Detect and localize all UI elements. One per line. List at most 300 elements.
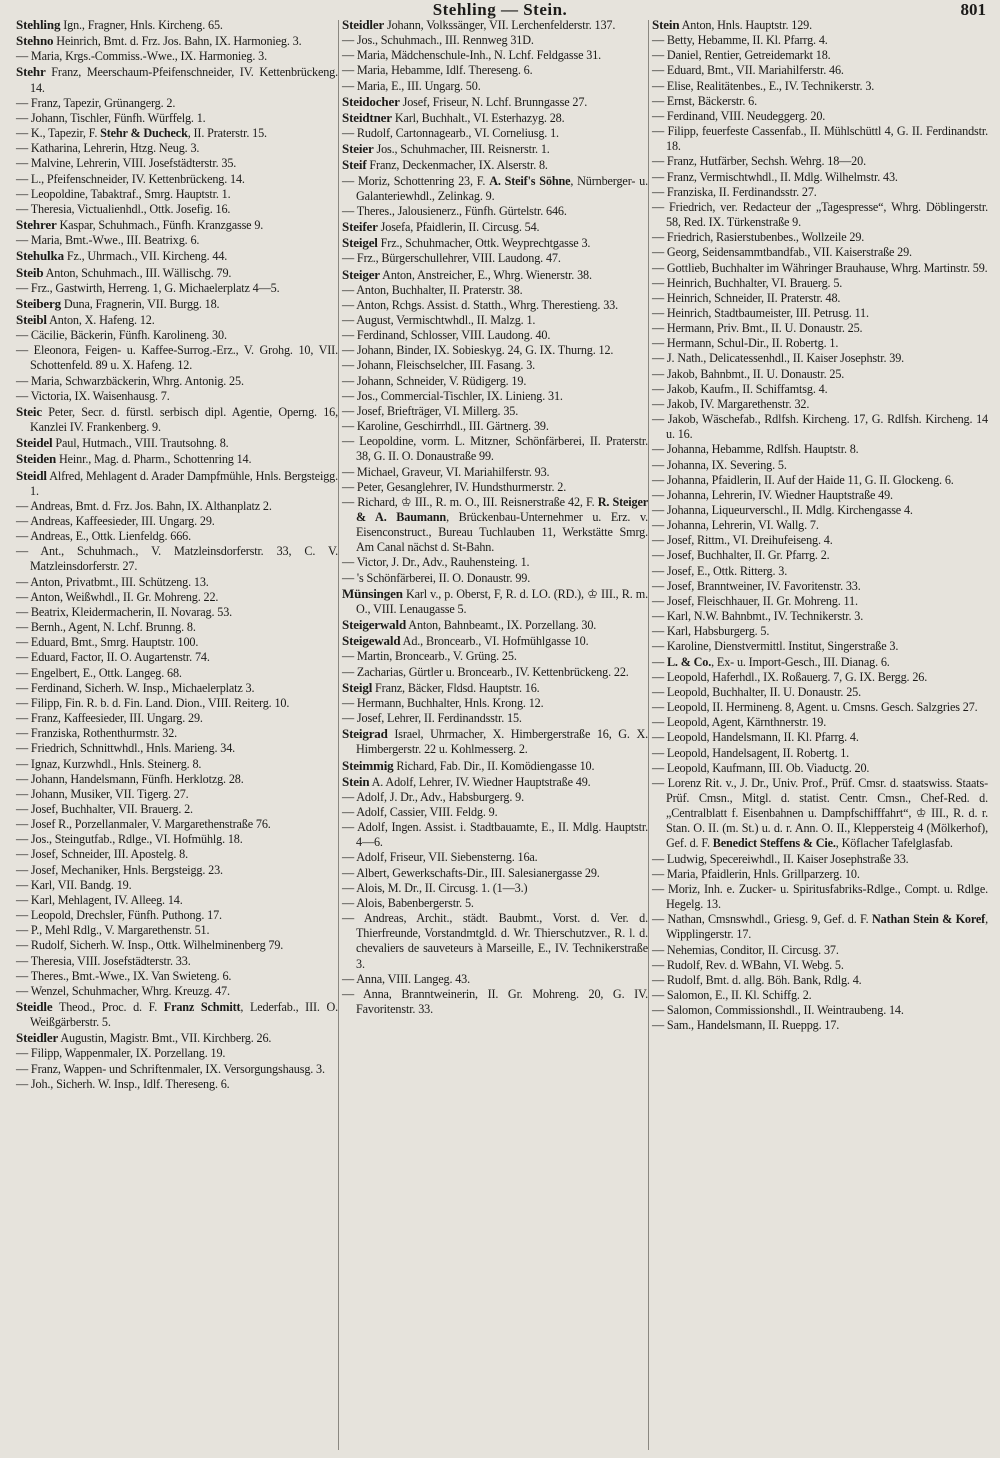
entry-text: — Elise, Realitätenbes., E., IV. Technikerstr. 3.: [652, 78, 875, 93]
entry-text: — Andreas, Bmt. d. Frz. Jos. Bahn, IX. Althanplatz 2.: [16, 498, 272, 513]
directory-entry: [16, 635, 338, 650]
directory-entry: [16, 847, 338, 862]
entry-text: — Beatrix, Kleidermacherin, II. Novarag. 53.: [16, 604, 233, 619]
directory-entry: [342, 617, 648, 633]
entry-text: — Ferdinand, Schlosser, VIII. Laudong. 40.: [342, 328, 551, 343]
directory-entry: [652, 730, 988, 745]
directory-entry: [16, 499, 338, 514]
entry-text: — Malvine, Lehrerin, VIII. Josefstädterstr. 35.: [16, 156, 237, 171]
entry-text: — Zacharias, Gürtler u. Broncearb., IV. Kettenbrückeng. 22.: [342, 664, 629, 679]
directory-entry: [342, 896, 648, 911]
directory-entry: [16, 435, 338, 451]
entry-text: — Josef, Fleischhauer, II. Gr. Mohreng. 11.: [652, 593, 858, 608]
directory-entry: [652, 746, 988, 761]
directory-entry: [16, 999, 338, 1030]
directory-entry: [652, 867, 988, 882]
directory-entry: [652, 852, 988, 867]
directory-entry: [342, 251, 648, 266]
entry-text: Ign., Fragner, Hnls. Kircheng. 65.: [60, 18, 223, 32]
directory-entry: [652, 609, 988, 624]
directory-entry: [16, 202, 338, 217]
entry-text: — Johanna, Lehrerin, VI. Wallg. 7.: [652, 518, 819, 533]
directory-entry: [16, 248, 338, 264]
entry-text: — Alois, M. Dr., II. Circusg. 1. (1—3.): [342, 880, 528, 895]
directory-entry: [16, 33, 338, 49]
directory-entry: [652, 109, 988, 124]
directory-entry: [342, 374, 648, 389]
entry-text: — Engelbert, E., Ottk. Langeg. 68.: [16, 665, 182, 680]
entry-text: — Leopoldine, Tabaktraf., Smrg. Hauptstr. 1.: [16, 186, 231, 201]
directory-entry: [16, 757, 338, 772]
directory-entry: [652, 670, 988, 685]
directory-entry: [16, 233, 338, 248]
entry-text: — Moriz, Inh. e. Zucker- u. Spiritusfabriks-Rdlge., Compt. u. Rdlge. Hegelg. 13.: [652, 881, 988, 912]
entry-text: — Anton, Privatbmt., III. Schützeng. 13.: [16, 574, 209, 589]
entry-surname: Steic: [16, 403, 42, 419]
directory-entry: [342, 141, 648, 157]
entry-surname: Steiger: [342, 266, 380, 282]
entry-text-continued: , Köflacher Tafelglasfab.: [835, 836, 953, 851]
directory-entry: [652, 321, 988, 336]
entry-text: — Johanna, Hebamme, Rdlfsh. Hauptstr. 8.: [652, 442, 859, 457]
entry-text: — Jakob, IV. Margarethenstr. 32.: [652, 396, 810, 411]
directory-entry: [342, 126, 648, 141]
entry-surname: Steidl: [16, 467, 47, 483]
entry-text: — Friedrich, Schnittwhdl., Hnls. Marieng. 34.: [16, 741, 236, 756]
entry-surname: Stein: [652, 17, 680, 32]
directory-entry: [16, 49, 338, 64]
entry-text: — Johanna, Lehrerin, IV. Wiedner Hauptstraße 49.: [652, 487, 893, 502]
directory-entry: [652, 458, 988, 473]
directory-entry: [16, 468, 338, 499]
entry-text: — Franz, Wappen- und Schriftenmaler, IX. Versorgungshausg. 3.: [16, 1061, 325, 1076]
entry-text: — August, Vermischtwhdl., II. Malzg. 1.: [342, 312, 536, 327]
entry-text: — Daniel, Rentier, Getreidemarkt 18.: [652, 48, 831, 63]
entry-text: Anton, Anstreicher, E., Whrg. Wienerstr. 38.: [379, 267, 592, 282]
entry-text: — Filipp, Wappenmaler, IX. Porzellang. 19.: [16, 1046, 226, 1061]
entry-firm-name: Stehr & Ducheck: [100, 126, 188, 141]
directory-entry: [652, 564, 988, 579]
entry-text: — Ignaz, Kurzwhdl., Hnls. Steinerg. 8.: [16, 756, 202, 771]
entry-surname: Stehno: [16, 33, 54, 49]
entry-text: — Karl, N.W. Bahnbmt., IV. Technikerstr. 3.: [652, 609, 864, 624]
directory-entry: [16, 64, 338, 95]
entry-text: Heinrich, Bmt. d. Frz. Jos. Bahn, IX. Harmonieg. 3.: [53, 34, 302, 49]
entry-surname: Münsingen: [342, 585, 403, 601]
directory-column-3: [652, 17, 988, 1033]
directory-entry: [342, 774, 648, 790]
directory-entry: [342, 434, 648, 464]
directory-entry: [342, 419, 648, 434]
directory-entry: [16, 111, 338, 126]
entry-text: Karl v., p. Oberst, F, R. d. LO. (RD.), ♔ III., R. m. O., VIII. Lenaugasse 5.: [356, 586, 648, 616]
entry-text: — Frz., Bürgerschullehrer, VIII. Laudong. 47.: [342, 251, 561, 266]
directory-entry: [652, 94, 988, 109]
entry-text: — 's Schönfärberei, II. O. Donaustr. 99.: [342, 570, 531, 585]
directory-entry: [342, 866, 648, 881]
entry-text: Ad., Broncearb., VI. Hofmühlgasse 10.: [400, 634, 589, 649]
entry-text: — Anton, Weißwhdl., II. Gr. Mohreng. 22.: [16, 589, 219, 604]
entry-text: — Adolf, Ingen. Assist. i. Stadtbauamte, E., II. Mdlg. Hauptstr. 4—6.: [342, 820, 648, 850]
entry-firm-name: A. Steif's Söhne: [489, 173, 571, 188]
entry-text: — Franz, Kaffeesieder, III. Ungarg. 29.: [16, 711, 203, 726]
directory-entry: [16, 312, 338, 328]
entry-text: — Johanna, Pfaidlerin, II. Auf der Haide 11, G. II. Glockeng. 6.: [652, 472, 954, 487]
directory-entry: [652, 442, 988, 457]
entry-text: Johann, Volkssänger, VII. Lerchenfelderstr. 137.: [384, 18, 616, 32]
directory-entry: [16, 404, 338, 435]
entry-text: — Georg, Seidensammtbandfab., VII. Kaiserstraße 29.: [652, 245, 912, 260]
directory-entry: [652, 882, 988, 912]
directory-column-2: [342, 17, 648, 1017]
entry-text-continued: , Wipplingerstr. 17.: [666, 912, 988, 942]
directory-entry: [652, 715, 988, 730]
entry-text: — Jos., Steingutfab., Rdlge., VI. Hofmühlg. 18.: [16, 832, 243, 847]
directory-entry: [652, 33, 988, 48]
entry-surname: Steigl: [342, 679, 373, 695]
directory-entry: [342, 110, 648, 126]
directory-entry: [342, 726, 648, 757]
directory-entry: [16, 863, 338, 878]
entry-text: — Eduard, Bmt., VII. Mariahilferstr. 46.: [652, 63, 844, 78]
directory-entry: [342, 805, 648, 820]
directory-entry: [16, 265, 338, 281]
entry-surname: Steigewald: [342, 633, 401, 649]
entry-text: — Friedrich, Rasierstubenbes., Wollzeile 29.: [652, 230, 865, 245]
directory-entry: [342, 267, 648, 283]
directory-entry: [652, 48, 988, 63]
directory-entry: [16, 217, 338, 233]
directory-entry: [16, 96, 338, 111]
entry-text: — P., Mehl Rdlg., V. Margarethenstr. 51.: [16, 923, 210, 938]
directory-entry: [16, 711, 338, 726]
directory-entry: [16, 969, 338, 984]
entry-text: — Franz, Hutfärber, Sechsh. Wehrg. 18—20.: [652, 154, 866, 169]
entry-text: — Leopold, Handelsmann, II. Kl. Pfarrg. 4.: [652, 730, 859, 745]
directory-entry: [342, 313, 648, 328]
directory-entry: [16, 908, 338, 923]
entry-text: — Martin, Broncearb., V. Grüng. 25.: [342, 649, 517, 664]
directory-entry: [342, 63, 648, 78]
directory-entry: [652, 382, 988, 397]
entry-text-continued: , Brückenbau-Unternehmer u. Erz. v. Eisenconstruct., Bureau Tuchlauben 11, Werkstätte Smrg. Am Canal nächst d. St-Bahn.: [356, 510, 648, 555]
directory-entry: [16, 1046, 338, 1061]
entry-text: — Josef, Rittm., VI. Dreihufeiseng. 4.: [652, 533, 833, 548]
directory-entry: [16, 666, 338, 681]
directory-entry: [16, 726, 338, 741]
entry-text: — Jakob, Wäschefab., Rdlfsh. Kircheng. 17, G. Rdlfsh. Kircheng. 14 u. 16.: [652, 412, 988, 442]
directory-entry: [652, 1018, 988, 1033]
entry-text: — Maria, Pfaidlerin, Hnls. Grillparzerg. 10.: [652, 866, 860, 881]
directory-entry: [16, 802, 338, 817]
entry-text: — Ant., Schuhmach., V. Matzleinsdorferstr. 33, C. V. Matzleinsdorferstr. 27.: [16, 544, 338, 574]
directory-entry: [652, 200, 988, 230]
directory-entry: [652, 958, 988, 973]
entry-text: — Leopold, Handelsagent, II. Robertg. 1.: [652, 745, 850, 760]
entry-text: — Leopold, Buchhalter, II. U. Donaustr. 25.: [652, 684, 862, 699]
directory-entry: [652, 639, 988, 654]
directory-entry: [652, 579, 988, 594]
entry-text: — Josef, Lehrer, II. Ferdinandsstr. 15.: [342, 711, 522, 726]
directory-entry: [652, 367, 988, 382]
directory-entry: [342, 389, 648, 404]
directory-entry: [16, 281, 338, 296]
directory-entry: [652, 518, 988, 533]
directory-entry: [652, 185, 988, 200]
entry-text: — Theresia, VIII. Josefstädterstr. 33.: [16, 953, 191, 968]
entry-text: Kaspar, Schuhmach., Fünfh. Kranzgasse 9.: [56, 218, 264, 233]
entry-text: — Filipp, feuerfeste Cassenfab., II. Mühlschüttl 4, G. II. Ferdinandstr. 18.: [652, 124, 988, 154]
entry-text: — Jos., Commercial-Tischler, IX. Linieng. 31.: [342, 388, 563, 403]
entry-text: — Nathan, Cmsnswhdl., Griesg. 9, Gef. d. F.: [652, 912, 872, 927]
directory-entry: [342, 328, 648, 343]
entry-text: — Franziska, Rothenthurmstr. 32.: [16, 726, 178, 741]
entry-text: — Ludwig, Specereiwhdl., II. Kaiser Josephstraße 33.: [652, 851, 909, 866]
entry-text: — Johanna, IX. Severing. 5.: [652, 457, 787, 472]
entry-text: — Leopold, Drechsler, Fünfh. Puthong. 17.: [16, 908, 222, 923]
entry-text: — Gottlieb, Buchhalter im Währinger Brauhause, Whrg. Martinstr. 59.: [652, 260, 988, 275]
directory-entry: [342, 495, 648, 556]
entry-text: Josefa, Pfaidlerin, II. Circusg. 54.: [377, 220, 540, 235]
entry-text: — Victoria, IX. Waisenhausg. 7.: [16, 388, 170, 403]
directory-entry: [16, 681, 338, 696]
directory-entry: [652, 943, 988, 958]
entry-surname: Steimmig: [342, 757, 394, 773]
entry-text: Anton, Schuhmach., III. Wällischg. 79.: [43, 265, 232, 280]
entry-text: Frz., Schuhmacher, Ottk. Weyprechtgasse 3.: [377, 236, 591, 251]
entry-text: — Karl, Mehlagent, IV. Alleeg. 14.: [16, 892, 183, 907]
directory-entry: [342, 758, 648, 774]
directory-entry: [16, 878, 338, 893]
entry-firm-name: Nathan Stein & Koref: [871, 912, 986, 927]
directory-entry: [652, 261, 988, 276]
entry-text-continued: , II. Praterstr. 15.: [187, 126, 267, 141]
entry-text: — Jos., Schuhmach., III. Rennweg 31D.: [342, 33, 534, 48]
entry-text: —: [652, 654, 667, 669]
running-title: Stehling — Stein.: [432, 0, 568, 19]
directory-entry: [16, 772, 338, 787]
directory-entry: [652, 700, 988, 715]
entry-text: — Johann, Musiker, VII. Tigerg. 27.: [16, 786, 189, 801]
directory-entry: [16, 141, 338, 156]
entry-text: — Victor, J. Dr., Adv., Rauhensteing. 1.: [342, 555, 530, 570]
entry-text: — Theres., Jalousienerz., Fünfh. Gürtelstr. 646.: [342, 203, 567, 218]
entry-text: — Karoline, Geschirrhdl., III. Gärtnerg. 39.: [342, 419, 549, 434]
directory-entry: [16, 954, 338, 969]
entry-text: — Rudolf, Cartonnagearb., VI. Corneliusg. 1.: [342, 126, 559, 141]
directory-entry: [652, 245, 988, 260]
directory-entry: [652, 276, 988, 291]
entry-text: — Adolf, Cassier, VIII. Feldg. 9.: [342, 804, 498, 819]
page-header: [0, 0, 1000, 18]
entry-text: — Leopoldine, vorm. L. Mitzner, Schönfärberei, II. Praterstr. 38, G. II. O. Donaustraße 99.: [342, 434, 648, 464]
entry-firm-name: Benedict Steffens & Cie.: [712, 836, 836, 851]
entry-surname: Steigerwald: [342, 617, 407, 633]
entry-text: — Maria, Hebamme, Idlf. Thereseng. 6.: [342, 63, 533, 78]
entry-text: — Rudolf, Sicherh. W. Insp., Ottk. Wilhelminenberg 79.: [16, 938, 284, 953]
entry-text: Franz, Deckenmacher, IX. Alserstr. 8.: [366, 158, 548, 173]
directory-entry: [16, 514, 338, 529]
entry-text: — Rudolf, Rev. d. WBahn, VI. Webg. 5.: [652, 957, 844, 972]
entry-text: — Andreas, E., Ottk. Lienfeldg. 666.: [16, 529, 192, 544]
directory-entry: [652, 473, 988, 488]
entry-text: — Nehemias, Conditor, II. Circusg. 37.: [652, 942, 839, 957]
entry-text: — Franziska, II. Ferdinandsstr. 27.: [652, 184, 817, 199]
entry-text: Israel, Uhrmacher, X. Himbergerstraße 16, G. X. Himbergerstr. 22 u. Kohlmesserg. 2.: [356, 727, 648, 757]
entry-text: — K., Tapezir, F.: [16, 126, 101, 141]
directory-entry: [652, 533, 988, 548]
directory-entry: [16, 741, 338, 756]
directory-entry: [652, 655, 988, 670]
entry-text: — Leopold, Haferhdl., IX. Roßauerg. 7, G. IX. Bergg. 26.: [652, 669, 928, 684]
entry-text: — Hermann, Buchhalter, Hnls. Krong. 12.: [342, 695, 544, 710]
entry-text: — Josef R., Porzellanmaler, V. Margarethenstraße 76.: [16, 817, 271, 832]
entry-surname: Stehulka: [16, 248, 64, 264]
entry-text: — Josef, Schneider, III. Apostelg. 8.: [16, 847, 189, 862]
directory-entry: [652, 548, 988, 563]
entry-text: — Josef, E., Ottk. Ritterg. 3.: [652, 563, 788, 578]
directory-entry: [16, 938, 338, 953]
directory-entry: [16, 650, 338, 665]
entry-text: — Wenzel, Schuhmacher, Whrg. Kreuzg. 47.: [16, 983, 230, 998]
entry-text: — Betty, Hebamme, II. Kl. Pfarrg. 4.: [652, 33, 828, 48]
directory-entry: [652, 170, 988, 185]
entry-text: — Andreas, Kaffeesieder, III. Ungarg. 29.: [16, 514, 215, 528]
directory-entry: [342, 465, 648, 480]
entry-text: — Eduard, Factor, II. O. Augartenstr. 74.: [16, 650, 210, 665]
directory-entry: [652, 351, 988, 366]
directory-entry: [342, 480, 648, 495]
entry-text: — Cäcilie, Bäckerin, Fünfh. Karolineng. 30.: [16, 328, 227, 343]
directory-entry: [342, 696, 648, 711]
entry-text: Anton, Bahnbeamt., IX. Porzellang. 30.: [406, 618, 597, 633]
entry-text: — Albert, Gewerkschafts-Dir., III. Salesianergasse 29.: [342, 865, 600, 880]
entry-text: — Maria, Krgs.-Commiss.-Wwe., IX. Harmonieg. 3.: [16, 49, 267, 64]
directory-entry: [652, 291, 988, 306]
entry-text: Peter, Secr. d. fürstl. serbisch dipl. Agentie, Operng. 16, Kanzlei IV. Frankenberg. 9.: [30, 404, 338, 435]
entry-text: — Friedrich, ver. Redacteur der „Tagespresse“, Whrg. Döblingerstr. 58, Red. IX. Türkenstraße 9.: [652, 199, 988, 230]
entry-text: — Theresia, Victualienhdl., Ottk. Josefig. 16.: [16, 201, 231, 216]
entry-text: — Anton, Buchhalter, II. Praterstr. 38.: [342, 282, 523, 297]
directory-entry: [16, 529, 338, 544]
entry-text: — Lorenz Rit. v., J. Dr., Univ. Prof., Prüf. Cmsr. d. staatswiss. Staats-Prüf. Cmsn., Mitgl. d. statist. Centr. Cmsn., Chef-Red. d. „Centralblatt f. Eisenbahnen u. Dampfschifffahrt“, ♔ III., R. d. r. Stan. O. II. (m. St.) u. d. r. Ann. O. II., Kleppersteig 4 (Mölkerhof), Gef. d. F.: [652, 775, 988, 851]
directory-entry: [16, 832, 338, 847]
entry-text: — Heinrich, Stadtbaumeister, III. Petrusg. 11.: [652, 305, 869, 320]
entry-text: — Michael, Graveur, VI. Mariahilferstr. 93.: [342, 464, 550, 479]
entry-text: Paul, Hutmach., VIII. Trautsohng. 8.: [52, 436, 229, 451]
entry-text: — Anton, Rchgs. Assist. d. Statth., Whrg. Therestieng. 33.: [342, 297, 619, 312]
entry-text-continued: , Lederfab., III. O. Weißgärberstr. 5.: [30, 1000, 339, 1030]
directory-entry: [342, 48, 648, 63]
directory-entry: [342, 586, 648, 617]
directory-entry: [652, 79, 988, 94]
directory-entry: [652, 685, 988, 700]
entry-text: — Leopold, Agent, Kärnthnerstr. 19.: [652, 715, 827, 730]
entry-text: — Karoline, Dienstvermittl. Institut, Singerstraße 3.: [652, 639, 899, 654]
entry-text-continued: , Ex- u. Import-Gesch., III. Dianag. 6.: [711, 654, 890, 669]
entry-text: — Josef, Branntweiner, IV. Favoritenstr. 33.: [652, 578, 861, 593]
entry-text: — Richard, ♔ III., R. m. O., III. Reisnerstraße 42, F.: [342, 494, 598, 509]
entry-text: — Anna, Branntweinerin, II. Gr. Mohreng. 20, G. IV. Favoritenstr. 33.: [342, 986, 648, 1016]
entry-firm-name: Franz Schmitt: [163, 1000, 241, 1014]
entry-text: — Maria, Bmt.-Wwe., III. Beatrixg. 6.: [16, 233, 200, 248]
entry-text: Theod., Proc. d. F.: [52, 1000, 164, 1014]
entry-text: — Maria, Schwarzbäckerin, Whrg. Antonig. 25.: [16, 373, 244, 388]
directory-entry: [16, 1030, 338, 1046]
entry-surname: Stehrer: [16, 217, 57, 233]
entry-surname: Steidle: [16, 999, 53, 1014]
entry-text: — Hermann, Schul-Dir., II. Robertg. 1.: [652, 336, 839, 351]
entry-text: — Katharina, Lehrerin, Htzg. Neug. 3.: [16, 141, 200, 156]
entry-text: — Eduard, Bmt., Smrg. Hauptstr. 100.: [16, 635, 199, 650]
entry-text: — Adolf, J. Dr., Adv., Habsburgerg. 9.: [342, 789, 524, 804]
entry-text: — Johann, Handelsmann, Fünfh. Herklotzg. 28.: [16, 771, 244, 786]
entry-text: — Salomon, E., II. Kl. Schiffg. 2.: [652, 988, 812, 1002]
directory-entry: [16, 893, 338, 908]
entry-text: — L., Pfeifenschneider, IV. Kettenbrückeng. 14.: [16, 171, 245, 186]
entry-text: — Karl, VII. Bandg. 19.: [16, 877, 132, 892]
directory-entry: [16, 187, 338, 202]
entry-text: — Maria, Mädchenschule-Inh., N. Lchf. Feldgasse 31.: [342, 48, 602, 63]
entry-surname: Steidel: [16, 435, 53, 451]
entry-text: — Eleonora, Feigen- u. Kaffee-Surrog.-Erz., V. Grohg. 10, VII. Schottenfeld. 89 u. X. Hafeng. 12.: [16, 343, 338, 373]
entry-text: — Karl, Habsburgerg. 5.: [652, 624, 770, 639]
directory-entry: [16, 126, 338, 141]
page-number: 801: [960, 0, 986, 19]
directory-entry: [652, 17, 988, 33]
directory-entry: [342, 633, 648, 649]
directory-entry: [342, 404, 648, 419]
directory-entry: [16, 343, 338, 373]
entry-text: Alfred, Mehlagent d. Arader Dampfmühle, Hnls. Bergsteigg. 1.: [30, 468, 338, 498]
entry-text-continued: , Nürnberger- u. Galanteriewhdl., Zelinkag. 9.: [356, 173, 648, 203]
directory-entry: [16, 544, 338, 574]
entry-text: — Filipp, Fin. R. b. d. Fin. Land. Dion., VIII. Reiterg. 10.: [16, 695, 290, 710]
directory-entry: [16, 575, 338, 590]
entry-text: — Leopold, Kaufmann, III. Ob. Viaductg. 20.: [652, 760, 870, 775]
entry-surname: Steidler: [16, 1030, 59, 1046]
entry-text: — Sam., Handelsmann, II. Rueppg. 17.: [652, 1018, 840, 1033]
directory-entry: [342, 17, 648, 33]
directory-entry: [16, 1062, 338, 1077]
directory-entry: [652, 776, 988, 852]
directory-entry: [652, 397, 988, 412]
directory-entry: [342, 94, 648, 110]
directory-entry: [16, 605, 338, 620]
entry-surname: Steidtner: [342, 109, 392, 125]
directory-entry: [652, 230, 988, 245]
entry-text: A. Adolf, Lehrer, IV. Wiedner Hauptstraße 49.: [369, 774, 591, 789]
entry-surname: Steiberg: [16, 295, 62, 311]
directory-entry: [652, 336, 988, 351]
entry-surname: Stehling: [16, 17, 61, 32]
entry-text: — Salomon, Commissionshdl., II. Weintraubeng. 14.: [652, 1003, 904, 1018]
directory-entry: [652, 988, 988, 1003]
directory-entry: [652, 412, 988, 442]
directory-entry: [342, 283, 648, 298]
directory-entry: [342, 343, 648, 358]
entry-text: — Maria, E., III. Ungarg. 50.: [342, 78, 481, 93]
directory-entry: [652, 306, 988, 321]
directory-entry: [16, 17, 338, 33]
directory-entry: [16, 787, 338, 802]
entry-text: — Franz, Tapezir, Grünangerg. 2.: [16, 95, 176, 110]
directory-entry: [652, 973, 988, 988]
entry-text: — Alois, Babenbergerstr. 5.: [342, 895, 474, 910]
directory-entry: [16, 620, 338, 635]
directory-entry: [342, 649, 648, 664]
directory-entry: [342, 680, 648, 696]
